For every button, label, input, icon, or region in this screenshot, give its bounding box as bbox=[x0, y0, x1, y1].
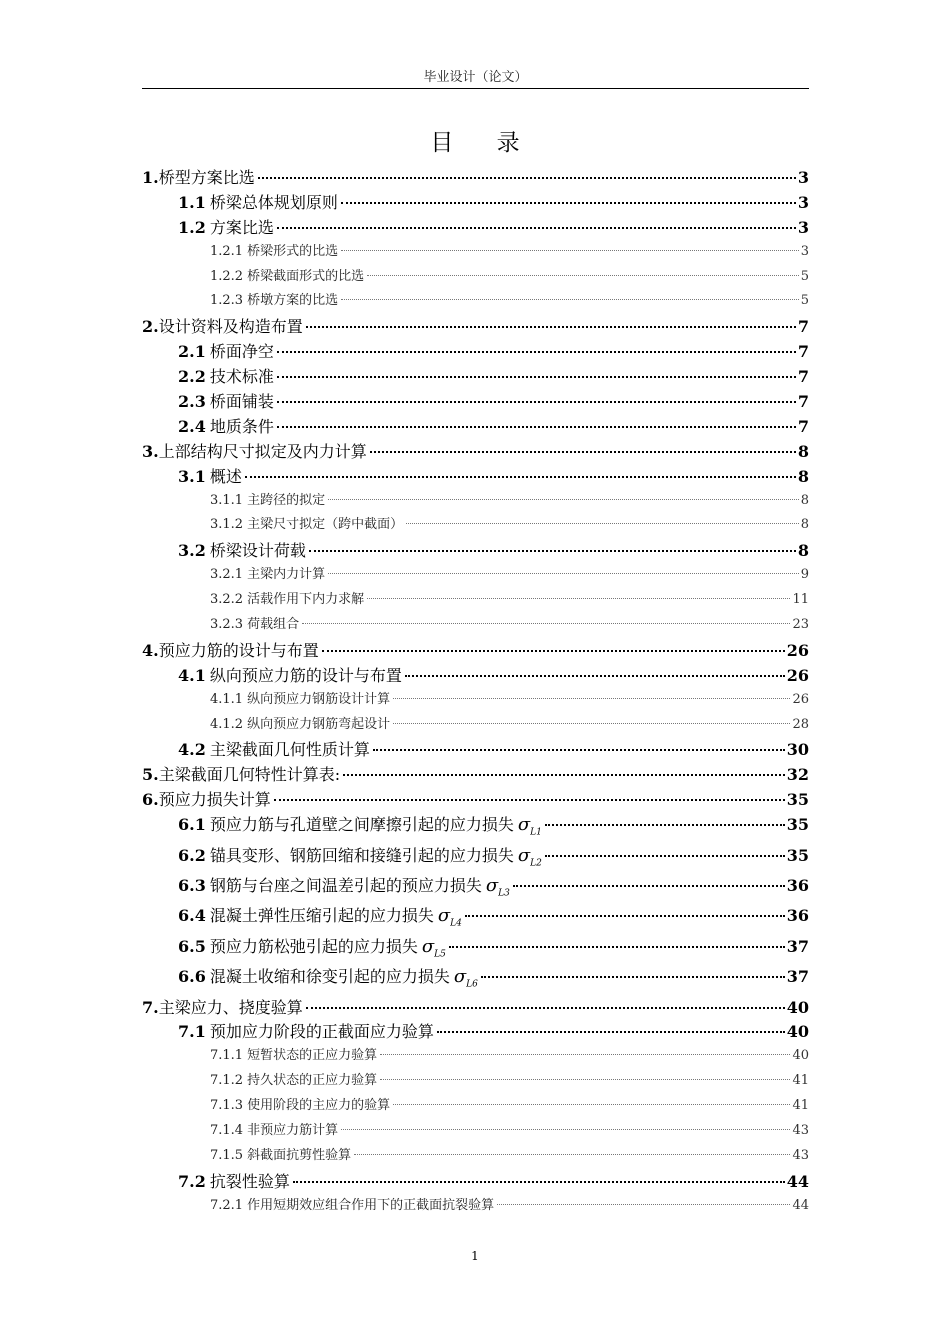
dot-leader bbox=[367, 275, 799, 276]
toc-entry-number: 3.2.3 bbox=[210, 617, 244, 633]
toc-entry[interactable] bbox=[142, 339, 809, 364]
dot-leader bbox=[449, 946, 785, 948]
toc-entry-page: 40 bbox=[792, 1048, 809, 1064]
toc-entry-title: 设计资料及构造布置 bbox=[158, 317, 303, 337]
toc-entry-title: 斜截面抗剪性验算 bbox=[247, 1147, 352, 1163]
toc-entry[interactable] bbox=[142, 389, 809, 414]
toc-entry-number: 7.1.3 bbox=[210, 1098, 244, 1114]
toc-entry[interactable] bbox=[142, 663, 809, 688]
dot-leader bbox=[277, 376, 796, 378]
dot-leader bbox=[274, 799, 785, 801]
toc-entry-page: 8 bbox=[800, 517, 809, 533]
toc-entry-page: 35 bbox=[786, 815, 809, 835]
sigma-symbol: σ bbox=[421, 935, 435, 957]
toc-entry-number: 7.1.2 bbox=[210, 1073, 244, 1089]
toc-entry[interactable] bbox=[142, 1094, 809, 1119]
dot-leader bbox=[380, 1079, 790, 1080]
dot-leader bbox=[373, 749, 785, 751]
toc-entry-title: 技术标准 bbox=[209, 367, 274, 387]
toc-entry-title: 持久状态的正应力验算 bbox=[247, 1073, 378, 1089]
toc-entry-title: 主梁应力、挠度验算 bbox=[158, 997, 303, 1017]
toc-entry-number: 3.1.2 bbox=[210, 517, 244, 533]
toc-entry-number: 2.2 bbox=[178, 367, 206, 387]
toc-entry[interactable] bbox=[142, 1044, 809, 1069]
toc-entry-page: 8 bbox=[797, 466, 809, 486]
dot-leader bbox=[465, 915, 785, 917]
dot-leader bbox=[354, 1154, 790, 1155]
toc-entry-title: 桥墩方案的比选 bbox=[247, 293, 339, 309]
toc-entry[interactable] bbox=[142, 713, 809, 738]
toc-entry-page: 7 bbox=[797, 392, 809, 412]
header-rule bbox=[142, 88, 809, 89]
toc-entry-page: 30 bbox=[786, 740, 809, 760]
toc-entry-number: 3.2.2 bbox=[210, 592, 244, 608]
dot-leader bbox=[405, 675, 785, 677]
toc-entry-page: 26 bbox=[792, 691, 809, 707]
toc-entry-page: 44 bbox=[786, 1171, 809, 1191]
toc-entry-title: 钢筋与台座之间温差引起的预应力损失 bbox=[209, 875, 482, 895]
toc-entry-number: 6.1 bbox=[178, 815, 206, 835]
dot-leader bbox=[393, 1104, 790, 1105]
toc-entry-page: 5 bbox=[800, 293, 809, 309]
toc-entry-page: 9 bbox=[800, 567, 809, 583]
dot-leader bbox=[277, 227, 796, 229]
toc-entry-number: 1.2.3 bbox=[210, 293, 244, 309]
toc-entry[interactable] bbox=[142, 903, 809, 933]
symbol-subscript: L6 bbox=[466, 979, 478, 990]
dot-leader bbox=[380, 1054, 790, 1055]
toc-entry-page: 40 bbox=[786, 1022, 809, 1042]
dot-leader bbox=[258, 177, 796, 179]
toc-entry-number: 1. bbox=[142, 168, 159, 187]
dot-leader bbox=[341, 299, 799, 300]
toc-entry-number: 2.3 bbox=[178, 392, 206, 412]
toc-entry[interactable] bbox=[142, 812, 809, 842]
toc-entry[interactable] bbox=[142, 787, 809, 812]
toc-entry[interactable] bbox=[142, 688, 809, 713]
dot-leader bbox=[406, 523, 799, 524]
toc-entry-number: 4.2 bbox=[178, 740, 206, 760]
toc-entry[interactable] bbox=[142, 1194, 809, 1219]
toc-entry-number: 7. bbox=[142, 997, 159, 1017]
dot-leader bbox=[328, 499, 799, 500]
toc-entry-number: 6.6 bbox=[178, 967, 206, 987]
dot-leader bbox=[322, 650, 785, 652]
toc-entry-page: 3 bbox=[800, 243, 809, 259]
dot-leader bbox=[437, 1031, 785, 1033]
toc-entry-title: 活载作用下内力求解 bbox=[247, 592, 365, 608]
toc-entry-page: 32 bbox=[786, 765, 809, 785]
sigma-symbol: σ bbox=[485, 874, 499, 896]
dot-leader bbox=[367, 598, 790, 599]
toc-entry-number: 1.1 bbox=[178, 192, 206, 212]
dot-leader bbox=[497, 1204, 790, 1205]
dot-leader bbox=[306, 326, 796, 328]
toc-entry-page: 41 bbox=[792, 1098, 809, 1114]
toc-entry-number: 6.5 bbox=[178, 936, 206, 956]
toc-entry-page: 26 bbox=[786, 665, 809, 685]
toc-entry-number: 3.1 bbox=[178, 466, 206, 486]
dot-leader bbox=[302, 623, 790, 624]
dot-leader bbox=[309, 550, 796, 552]
toc-entry-number: 7.2.1 bbox=[210, 1197, 244, 1213]
toc-entry-page: 8 bbox=[797, 441, 809, 461]
dot-leader bbox=[481, 976, 785, 978]
toc-entry-page: 41 bbox=[792, 1073, 809, 1089]
dot-leader bbox=[277, 401, 796, 403]
toc-entry-page: 43 bbox=[792, 1122, 809, 1138]
toc-entry[interactable] bbox=[142, 934, 809, 964]
toc-entry-title: 纵向预应力钢筋设计计算 bbox=[247, 691, 391, 707]
toc-entry-title: 主梁尺寸拟定（跨中截面） bbox=[247, 517, 404, 533]
toc-entry-page: 26 bbox=[786, 640, 809, 660]
dot-leader bbox=[341, 1129, 790, 1130]
dot-leader bbox=[370, 451, 796, 453]
toc-entry-page: 7 bbox=[797, 367, 809, 387]
toc-entry[interactable] bbox=[142, 995, 809, 1020]
toc-entry-title: 桥梁形式的比选 bbox=[247, 243, 339, 259]
toc-entry-page: 37 bbox=[786, 967, 809, 987]
table-of-contents bbox=[142, 165, 809, 1219]
toc-entry-number: 3.2.1 bbox=[210, 567, 244, 583]
toc-entry-page: 35 bbox=[786, 790, 809, 810]
dot-leader bbox=[513, 885, 785, 887]
toc-entry-page: 8 bbox=[800, 492, 809, 508]
toc-entry-number: 1.2 bbox=[178, 217, 206, 237]
toc-entry-title: 混凝土收缩和徐变引起的应力损失 bbox=[209, 967, 450, 987]
sigma-symbol: σ bbox=[453, 966, 467, 988]
stress-loss-symbol bbox=[486, 875, 510, 899]
symbol-subscript: L4 bbox=[450, 918, 462, 929]
toc-entry-page: 3 bbox=[797, 192, 809, 212]
dot-leader bbox=[293, 1181, 785, 1183]
toc-entry-page: 7 bbox=[797, 342, 809, 362]
toc-entry[interactable] bbox=[142, 1019, 809, 1044]
page-header: 毕业设计（论文） bbox=[423, 70, 528, 85]
stress-loss-symbol bbox=[438, 905, 462, 929]
toc-entry-page: 3 bbox=[797, 168, 809, 187]
stress-loss-symbol bbox=[518, 845, 542, 869]
toc-entry-page: 36 bbox=[786, 875, 809, 895]
dot-leader bbox=[393, 698, 790, 699]
toc-entry-title: 作用短期效应组合作用下的正截面抗裂验算 bbox=[247, 1197, 495, 1213]
toc-entry[interactable] bbox=[142, 588, 809, 613]
toc-entry-title: 预应力筋与孔道壁之间摩擦引起的应力损失 bbox=[209, 815, 514, 835]
toc-entry-title: 预应力筋的设计与布置 bbox=[158, 640, 319, 660]
toc-entry-title: 主梁内力计算 bbox=[247, 567, 326, 583]
toc-entry-title: 主梁截面几何特性计算表: bbox=[158, 765, 341, 785]
toc-entry-title: 桥面铺装 bbox=[209, 392, 274, 412]
toc-entry[interactable] bbox=[142, 737, 809, 762]
symbol-subscript: L3 bbox=[498, 888, 510, 899]
toc-entry-page: 7 bbox=[797, 416, 809, 436]
dot-leader bbox=[393, 723, 790, 724]
toc-entry-number: 6.3 bbox=[178, 875, 206, 895]
toc-entry[interactable] bbox=[142, 190, 809, 215]
toc-entry-title: 地质条件 bbox=[209, 416, 274, 436]
toc-entry-number: 6.4 bbox=[178, 906, 206, 926]
toc-entry-number: 4.1.1 bbox=[210, 691, 244, 707]
dot-leader bbox=[306, 1007, 785, 1009]
toc-entry[interactable] bbox=[142, 762, 809, 787]
toc-entry[interactable] bbox=[142, 464, 809, 489]
dot-leader bbox=[341, 250, 799, 251]
toc-entry[interactable] bbox=[142, 1069, 809, 1094]
symbol-subscript: L1 bbox=[530, 827, 542, 838]
toc-entry-page: 8 bbox=[797, 541, 809, 561]
toc-entry-page: 43 bbox=[792, 1147, 809, 1163]
toc-entry-title: 纵向预应力筋的设计与布置 bbox=[209, 665, 402, 685]
toc-entry-title: 桥面净空 bbox=[209, 342, 274, 362]
toc-entry[interactable] bbox=[142, 613, 809, 638]
dot-leader bbox=[245, 476, 796, 478]
dot-leader bbox=[277, 351, 796, 353]
toc-entry-page: 11 bbox=[792, 592, 809, 608]
toc-entry-number: 7.1.4 bbox=[210, 1122, 244, 1138]
toc-entry-number: 5. bbox=[142, 765, 159, 785]
toc-entry-number: 1.2.2 bbox=[210, 268, 244, 284]
toc-entry-page: 3 bbox=[797, 217, 809, 237]
dot-leader bbox=[341, 202, 796, 204]
toc-entry[interactable] bbox=[142, 215, 809, 240]
dot-leader bbox=[545, 824, 785, 826]
toc-entry-number: 3.2 bbox=[178, 541, 206, 561]
dot-leader bbox=[328, 573, 799, 574]
toc-entry-title: 非预应力筋计算 bbox=[247, 1122, 339, 1138]
dot-leader bbox=[277, 426, 796, 428]
toc-entry-title: 方案比选 bbox=[209, 217, 274, 237]
toc-entry-title: 抗裂性验算 bbox=[209, 1171, 290, 1191]
dot-leader bbox=[545, 855, 785, 857]
toc-entry-title: 使用阶段的主应力的验算 bbox=[247, 1098, 391, 1114]
toc-entry-page: 28 bbox=[792, 716, 809, 732]
toc-entry-number: 2. bbox=[142, 317, 159, 337]
toc-entry-number: 4. bbox=[142, 640, 159, 660]
toc-entry[interactable] bbox=[142, 843, 809, 873]
toc-entry[interactable] bbox=[142, 1144, 809, 1169]
toc-entry-number: 4.1.2 bbox=[210, 716, 244, 732]
page-number: 1 bbox=[471, 1249, 479, 1263]
toc-entry-title: 上部结构尺寸拟定及内力计算 bbox=[158, 441, 367, 461]
toc-entry[interactable] bbox=[142, 513, 809, 538]
toc-entry-number: 6. bbox=[142, 790, 159, 810]
toc-entry[interactable] bbox=[142, 489, 809, 514]
toc-entry-title: 主跨径的拟定 bbox=[247, 492, 326, 508]
toc-entry[interactable] bbox=[142, 364, 809, 389]
toc-entry-number: 7.2 bbox=[178, 1171, 206, 1191]
symbol-subscript: L2 bbox=[530, 858, 542, 869]
toc-entry-title: 短暂状态的正应力验算 bbox=[247, 1048, 378, 1064]
toc-entry-number: 3. bbox=[142, 441, 159, 461]
sigma-symbol: σ bbox=[437, 905, 451, 927]
toc-entry-page: 23 bbox=[792, 617, 809, 633]
stress-loss-symbol bbox=[518, 814, 542, 838]
toc-entry-title: 预应力损失计算 bbox=[158, 790, 271, 810]
toc-entry[interactable] bbox=[142, 964, 809, 994]
toc-entry[interactable] bbox=[142, 1169, 809, 1194]
toc-entry[interactable] bbox=[142, 439, 809, 464]
toc-entry-title: 预应力筋松弛引起的应力损失 bbox=[209, 936, 418, 956]
toc-entry[interactable] bbox=[142, 265, 809, 290]
toc-entry-page: 36 bbox=[786, 906, 809, 926]
symbol-subscript: L5 bbox=[434, 949, 446, 960]
toc-entry[interactable] bbox=[142, 873, 809, 903]
toc-entry[interactable] bbox=[142, 538, 809, 563]
toc-entry-title: 桥梁总体规划原则 bbox=[209, 192, 338, 212]
toc-entry-number: 7.1.1 bbox=[210, 1048, 244, 1064]
toc-entry-number: 2.1 bbox=[178, 342, 206, 362]
toc-entry-number: 2.4 bbox=[178, 416, 206, 436]
toc-entry-number: 4.1 bbox=[178, 665, 206, 685]
toc-entry[interactable] bbox=[142, 414, 809, 439]
toc-entry-title: 纵向预应力钢筋弯起设计 bbox=[247, 716, 391, 732]
toc-entry-title: 预加应力阶段的正截面应力验算 bbox=[209, 1022, 434, 1042]
toc-entry-title: 混凝土弹性压缩引起的应力损失 bbox=[209, 906, 434, 926]
sigma-symbol: σ bbox=[517, 814, 531, 836]
toc-entry[interactable] bbox=[142, 638, 809, 663]
toc-entry[interactable] bbox=[142, 165, 809, 190]
toc-entry-title: 桥型方案比选 bbox=[158, 168, 255, 187]
toc-entry-page: 5 bbox=[800, 268, 809, 284]
toc-entry-title: 锚具变形、钢筋回缩和接缝引起的应力损失 bbox=[209, 845, 514, 865]
toc-entry-number: 6.2 bbox=[178, 845, 206, 865]
toc-entry-number: 1.2.1 bbox=[210, 243, 244, 259]
toc-entry-page: 7 bbox=[797, 317, 809, 337]
toc-entry-title: 桥梁设计荷载 bbox=[209, 541, 306, 561]
toc-entry-page: 40 bbox=[786, 997, 809, 1017]
toc-entry-title: 概述 bbox=[209, 466, 242, 486]
toc-entry-number: 3.1.1 bbox=[210, 492, 244, 508]
toc-entry[interactable] bbox=[142, 563, 809, 588]
toc-entry[interactable] bbox=[142, 289, 809, 314]
toc-title: 目 录 bbox=[430, 130, 538, 156]
toc-entry-number: 7.1 bbox=[178, 1022, 206, 1042]
toc-entry-page: 37 bbox=[786, 936, 809, 956]
toc-entry-title: 荷载组合 bbox=[247, 617, 300, 633]
dot-leader bbox=[343, 774, 785, 776]
toc-entry-page: 44 bbox=[792, 1197, 809, 1213]
toc-entry-title: 桥梁截面形式的比选 bbox=[247, 268, 365, 284]
toc-entry[interactable] bbox=[142, 240, 809, 265]
sigma-symbol: σ bbox=[517, 844, 531, 866]
toc-entry-title: 主梁截面几何性质计算 bbox=[209, 740, 370, 760]
toc-entry[interactable] bbox=[142, 1119, 809, 1144]
stress-loss-symbol bbox=[422, 936, 446, 960]
stress-loss-symbol bbox=[454, 966, 478, 990]
toc-entry[interactable] bbox=[142, 314, 809, 339]
toc-entry-page: 35 bbox=[786, 845, 809, 865]
toc-entry-number: 7.1.5 bbox=[210, 1147, 244, 1163]
